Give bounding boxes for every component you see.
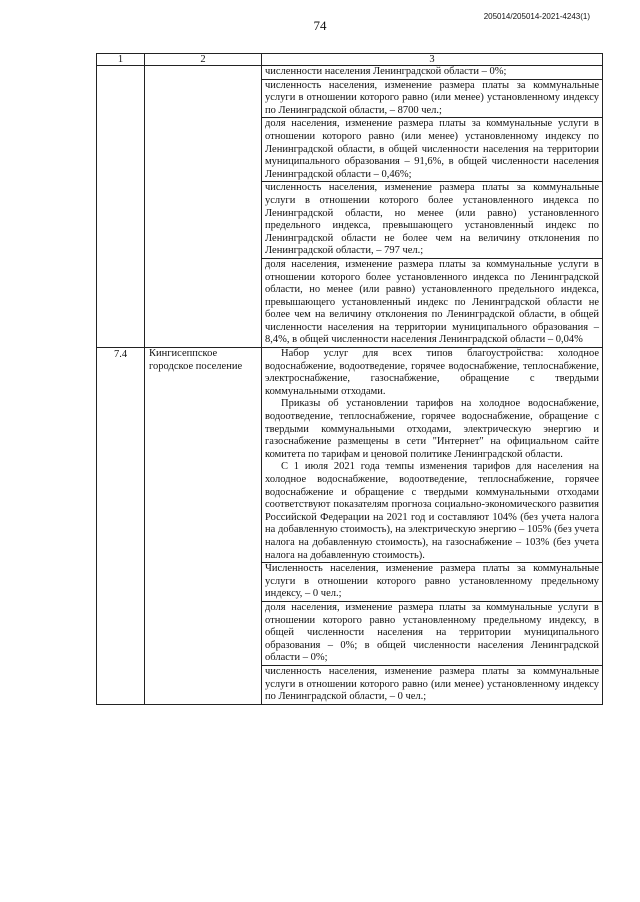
row-name: Кингисеппское городское поселение (145, 348, 262, 705)
content-paragraph: численности населения Ленинградской области – 0%; (262, 66, 602, 80)
row-content (262, 348, 603, 705)
header-col-3: 3 (262, 54, 603, 66)
table-row (97, 66, 603, 348)
block-paragraph: Набор услуг для всех типов благоустройства: холодное водоснабжение, водоотведение, горячее водоснабжение, теплоснабжение, электроснабжение, газоснабжение, обращение с твердыми коммунальными отходами. (265, 348, 599, 397)
row-content (262, 66, 603, 348)
header-col-2: 2 (145, 54, 262, 66)
content-block (262, 348, 602, 563)
header-col-1: 1 (97, 54, 145, 66)
content-paragraph: Численность населения, изменение размера платы за коммунальные услуги в отношении которого равно установленному предельному индексу, – 0 чел.; (262, 563, 602, 602)
row-number (97, 66, 145, 348)
data-table (96, 53, 603, 705)
content-paragraph: численность населения, изменение размера платы за коммунальные услуги в отношении которого равно (или менее) установленному индексу по Ленинградской области, – 8700 чел.; (262, 80, 602, 119)
row-number: 7.4 (97, 348, 145, 705)
content-paragraph: численность населения, изменение размера платы за коммунальные услуги в отношении которого равно (или менее) установленному индексу по Ленинградской области, – 0 чел.; (265, 665, 599, 703)
block-paragraph: С 1 июля 2021 года темпы изменения тарифов для населения на холодное водоснабжение, водоотведение, теплоснабжение, горячее водоснабжение и обращение с твердыми коммунальными отходами соответствуют показателям прогноза социально-экономического развития Российской Федерации на 2021 год и составляют 104% (без учета налога на добавленную стоимость), на электрическую энергию – 105% (без учета налога на добавленную стоимость), на газоснабжение – 103% (без учета налога на добавленную стоимость). (265, 461, 599, 561)
table-row (97, 348, 603, 705)
content-paragraph: доля населения, изменение размера платы за коммунальные услуги в отношении которого более установленного индекса по Ленинградской области, но менее (или равно) установленного предельного индекса, превышающего установленный индекс по Ленинградской области не более чем на величину отклонения по Ленинградской области, в общей численности населения на территории муниципального образования – 8,4%, в общей численности населения Ленинградской области – 0,04% (265, 258, 599, 346)
page-number: 74 (313, 18, 327, 33)
row-name (145, 66, 262, 348)
block-paragraph: Приказы об установлении тарифов на холодное водоснабжение, водоотведение, теплоснабжение, горячее водоснабжение, обращение с твердыми коммунальными отходами, электрическую энергию и газоснабжение размещены в сети "Интернет" на официальном сайте комитета по тарифам и ценовой политике Ленинградской области. (265, 398, 599, 460)
content-paragraph: численность населения, изменение размера платы за коммунальные услуги в отношении которого более установленного индекса по Ленинградской области, но менее (или равно) установленного предельного индекса, превышающего установленный индекс по Ленинградской области не более чем на величину отклонения по Ленинградской области, – 797 чел.; (262, 182, 602, 259)
table-header-row (97, 54, 603, 66)
content-paragraph: доля населения, изменение размера платы за коммунальные услуги в отношении которого равно установленному предельному индексу, в общей численности населения на территории муниципального образования – 0%; в общей численности населения Ленинградской области – 0%; (262, 602, 602, 666)
content-paragraph: доля населения, изменение размера платы за коммунальные услуги в отношении которого равно (или менее) установленному индексу по Ленинградской области, в общей численности населения на территории муниципального образования – 91,6%, в общей численности населения Ленинградской области – 0,46%; (262, 118, 602, 182)
document-id: 205014/205014-2021-4243(1) (483, 12, 590, 21)
